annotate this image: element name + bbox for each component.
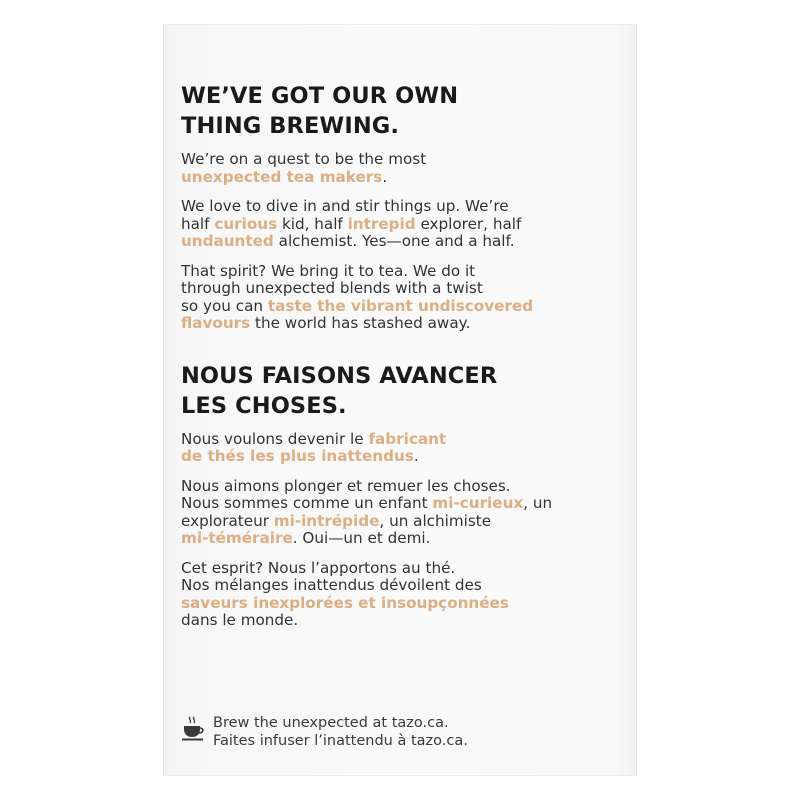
english-paragraph-1 — [181, 151, 621, 186]
text: dans le monde. — [181, 611, 299, 629]
text-line — [181, 577, 621, 595]
text-line — [181, 478, 621, 496]
text: We’re on a quest to be the most — [181, 150, 427, 168]
text-line — [181, 448, 621, 466]
highlight-text: mi-téméraire — [181, 529, 293, 547]
text: We love to dive in and stir things up. We’re — [181, 197, 509, 215]
english-heading — [181, 81, 621, 141]
text: . Oui—un et demi. — [292, 529, 431, 547]
highlight-text: intrepid — [347, 214, 416, 233]
text-line — [181, 216, 621, 234]
highlight-text: mi-curieux — [432, 494, 524, 512]
french-section — [181, 361, 621, 630]
text: Nous voulons devenir le — [181, 429, 369, 448]
highlight-text: taste the vibrant undiscovered — [267, 296, 534, 315]
french-heading-line: NOUS FAISONS AVANCER — [181, 362, 498, 389]
text-line — [181, 169, 621, 187]
text-line — [181, 595, 621, 613]
french-paragraph-2 — [181, 478, 621, 548]
highlight-text: curious — [214, 214, 278, 233]
highlight-text: unexpected tea makers — [181, 167, 383, 186]
text: alchemist. Yes—one and a half. — [273, 232, 515, 250]
english-paragraph-2 — [181, 198, 621, 251]
text: explorer, half — [415, 214, 522, 233]
english-section — [181, 81, 621, 333]
text-line — [181, 298, 621, 316]
text: Nous aimons plonger et remuer les choses. — [181, 476, 511, 495]
text: through unexpected blends with a twist — [181, 279, 483, 297]
text: Nous sommes comme un enfant — [181, 494, 433, 512]
text-line — [181, 431, 621, 449]
text: . — [413, 447, 419, 465]
highlight-text: flavours — [181, 314, 251, 332]
french-paragraph-1 — [181, 431, 621, 466]
english-heading-line: WE’VE GOT OUR OWN — [181, 83, 459, 109]
text-line — [181, 198, 621, 216]
tea-box-back-panel — [163, 24, 637, 776]
highlight-text: de thés les plus inattendus — [181, 447, 414, 465]
text-line — [181, 263, 621, 281]
text: , un — [523, 494, 553, 512]
english-paragraph-3 — [181, 263, 621, 333]
text-line — [181, 151, 621, 169]
text: kid, half — [277, 214, 348, 233]
text-line — [181, 233, 621, 251]
text: half — [181, 214, 215, 233]
text: Cet esprit? Nous l’apportons au thé. — [181, 558, 456, 577]
text-line — [181, 560, 621, 578]
footer-line-en: Brew the unexpected at tazo.ca. — [213, 715, 449, 731]
text-line — [181, 280, 621, 298]
highlight-text: mi-intrépide — [273, 511, 380, 530]
panel-content — [181, 81, 621, 642]
highlight-text: undaunted — [181, 232, 274, 250]
text-line — [181, 315, 621, 333]
text: . — [382, 167, 388, 186]
highlight-text: saveurs inexplorées et insoupçonnées — [181, 593, 509, 612]
text-line — [181, 513, 621, 531]
text-line — [181, 530, 621, 548]
text: the world has stashed away. — [250, 314, 471, 332]
french-heading-line: LES CHOSES. — [181, 392, 347, 419]
text: explorateur — [181, 511, 274, 530]
text: , un alchimiste — [379, 511, 492, 530]
english-heading-line: THING BREWING. — [181, 113, 399, 139]
footer-text — [213, 714, 468, 750]
text: Nos mélanges inattendus dévoilent des — [181, 576, 482, 594]
french-heading — [181, 361, 621, 421]
text-line — [181, 612, 621, 630]
text-line — [181, 495, 621, 513]
tea-cup-icon — [181, 716, 205, 742]
footer-line-fr: Faites infuser l’inattendu à tazo.ca. — [213, 733, 468, 749]
text: That spirit? We bring it to tea. We do it — [181, 261, 476, 280]
french-paragraph-3 — [181, 560, 621, 630]
text: so you can — [181, 296, 268, 315]
highlight-text: fabricant — [368, 429, 447, 448]
